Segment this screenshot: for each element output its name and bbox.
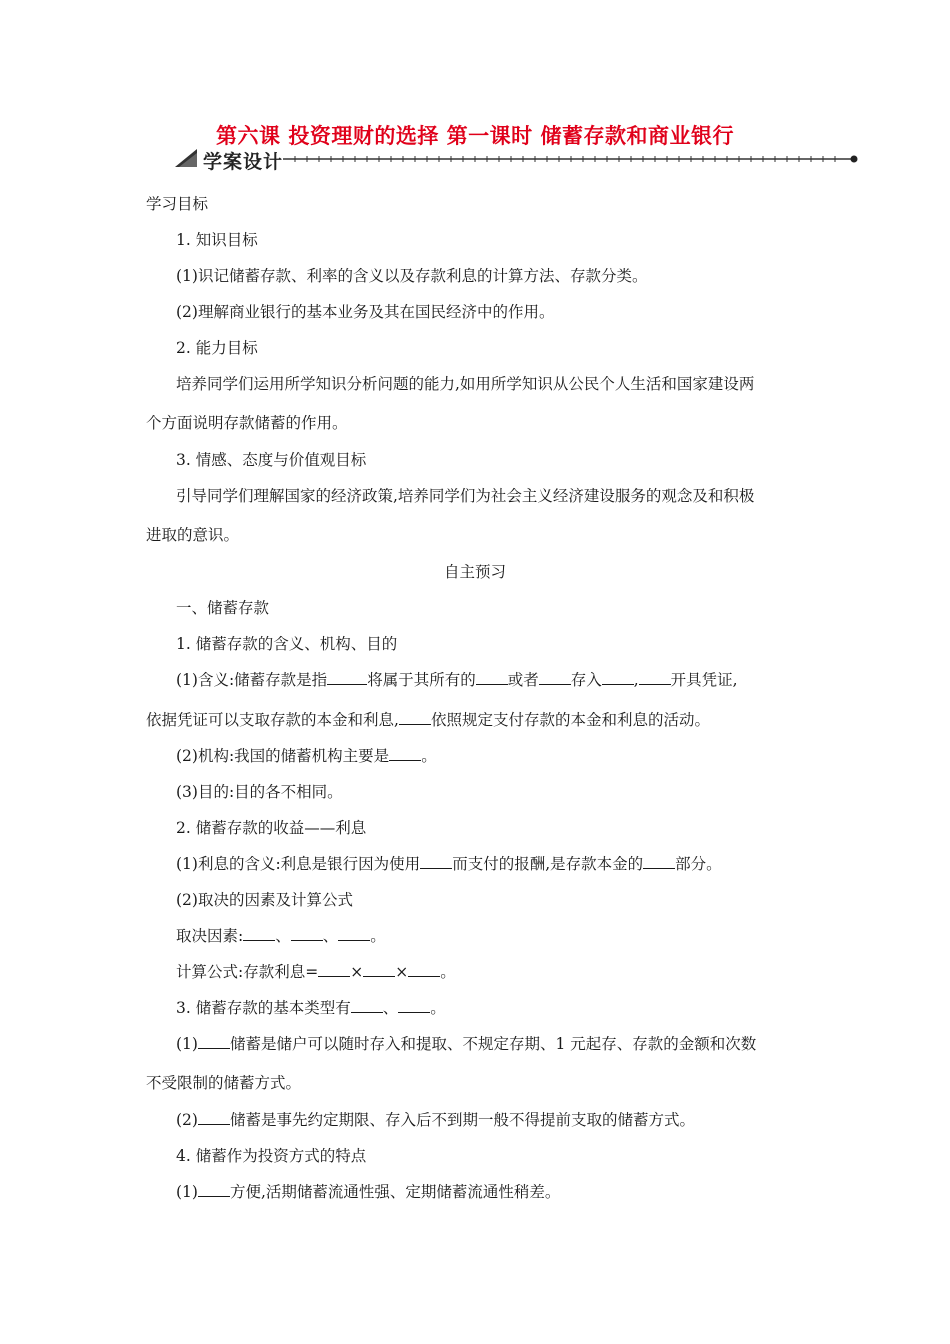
goal-knowledge-2: (2)理解商业银行的基本业务及其在国民经济中的作用。 [176, 303, 555, 321]
goal-ability-text: 培养同学们运用所学知识分析问题的能力,如用所学知识从公民个人生活和国家建设两 [176, 375, 755, 393]
fill-blank[interactable] [363, 962, 395, 977]
goal-ability: 2. 能力目标 [176, 339, 258, 357]
text-segment: , [633, 671, 639, 689]
fill-blank[interactable] [539, 670, 571, 685]
fill-blank[interactable] [389, 746, 421, 761]
fill-in-line [176, 998, 446, 1018]
demand-deposit-cont: 不受限制的储蓄方式。 [146, 1074, 302, 1092]
fill-in-line [176, 670, 738, 690]
text-segment: 开具凭证, [670, 671, 738, 689]
fill-in-line [176, 1110, 695, 1130]
text-segment: (2)机构:我国的储蓄机构主要是 [176, 747, 390, 765]
fill-in-line [176, 746, 437, 766]
heading-learning-goals: 学习目标 [146, 195, 209, 213]
item-1-meaning: 1. 储蓄存款的含义、机构、目的 [176, 635, 398, 653]
text-segment: (1) [176, 1183, 198, 1201]
text-segment: 。 [370, 927, 386, 945]
text-segment: 依据凭证可以支取存款的本金和利息, [146, 711, 399, 729]
item-2-interest: 2. 储蓄存款的收益——利息 [176, 819, 367, 837]
section-savings-deposit: 一、储蓄存款 [176, 599, 270, 617]
text-segment: 计算公式:存款利息= [176, 963, 319, 981]
text-segment: 。 [440, 963, 456, 981]
item-purpose: (3)目的:目的各不相同。 [176, 783, 343, 801]
text-segment: × [395, 963, 409, 981]
text-segment: 、 [275, 927, 291, 945]
fill-in-line [146, 710, 710, 730]
goal-knowledge: 1. 知识目标 [176, 231, 258, 249]
text-segment: (2) [176, 1111, 198, 1129]
item-factors-formula: (2)取决的因素及计算公式 [176, 891, 353, 909]
text-segment: (1)含义:储蓄存款是指 [176, 671, 328, 689]
banner-label: 学案设计 [203, 151, 284, 173]
fill-blank[interactable] [420, 854, 452, 869]
text-segment: 。 [430, 999, 446, 1017]
fill-blank[interactable] [291, 926, 323, 941]
fill-in-line [176, 854, 722, 874]
goal-attitude-text: 引导同学们理解国家的经济政策,培养同学们为社会主义经济建设服务的观念及和积极 [176, 487, 755, 505]
fill-blank[interactable] [351, 998, 383, 1013]
text-segment: 依照规定支付存款的本金和利息的活动。 [430, 711, 710, 729]
text-segment: (1)利息的含义:利息是银行因为使用 [176, 855, 421, 873]
text-segment: 方便,活期储蓄流通性强、定期储蓄流通性稍差。 [229, 1183, 561, 1201]
goal-knowledge-1: (1)识记储蓄存款、利率的含义以及存款利息的计算方法、存款分类。 [176, 267, 648, 285]
text-segment: 3. 储蓄存款的基本类型有 [176, 999, 351, 1017]
text-segment: 储蓄是事先约定期限、存入后不到期一般不得提前支取的储蓄方式。 [229, 1111, 695, 1129]
fill-blank[interactable] [602, 670, 634, 685]
item-4-features: 4. 储蓄作为投资方式的特点 [176, 1147, 367, 1165]
goal-ability-text-cont: 个方面说明存款储蓄的作用。 [146, 414, 348, 432]
text-segment: × [350, 963, 364, 981]
text-segment: 而支付的报酬,是存款本金的 [452, 855, 644, 873]
fill-blank[interactable] [643, 854, 675, 869]
fill-blank[interactable] [398, 998, 430, 1013]
fill-blank[interactable] [198, 1182, 230, 1197]
goal-attitude-text-cont: 进取的意识。 [146, 526, 240, 544]
text-segment: 。 [421, 747, 437, 765]
fill-blank[interactable] [243, 926, 275, 941]
text-segment: 将属于其所有的 [367, 671, 476, 689]
fill-blank[interactable] [476, 670, 508, 685]
fill-blank[interactable] [198, 1034, 230, 1049]
fill-blank[interactable] [327, 670, 367, 685]
fill-in-line [176, 1182, 560, 1202]
fill-blank[interactable] [399, 710, 431, 725]
fill-in-line [176, 962, 456, 982]
text-segment: 或者 [507, 671, 539, 689]
goal-attitude: 3. 情感、态度与价值观目标 [176, 451, 367, 469]
fill-in-line [176, 1034, 756, 1054]
text-segment: (1) [176, 1035, 198, 1053]
fill-blank[interactable] [639, 670, 671, 685]
section-banner [175, 147, 860, 171]
fill-blank[interactable] [408, 962, 440, 977]
heading-self-preview: 自主预习 [443, 563, 506, 581]
text-segment: 储蓄是储户可以随时存入和提取、不规定存期、1 元起存、存款的金额和次数 [229, 1035, 757, 1053]
text-segment: 、 [382, 999, 399, 1017]
text-segment: 、 [322, 927, 339, 945]
text-segment: 取决因素: [176, 927, 244, 945]
text-segment: 部分。 [675, 855, 722, 873]
lesson-title: 第六课 投资理财的选择 第一课时 储蓄存款和商业银行 [216, 124, 734, 148]
text-segment: 存入 [570, 671, 602, 689]
fill-blank[interactable] [198, 1110, 230, 1125]
fill-in-line [176, 926, 386, 946]
fill-blank[interactable] [318, 962, 350, 977]
fill-blank[interactable] [338, 926, 370, 941]
